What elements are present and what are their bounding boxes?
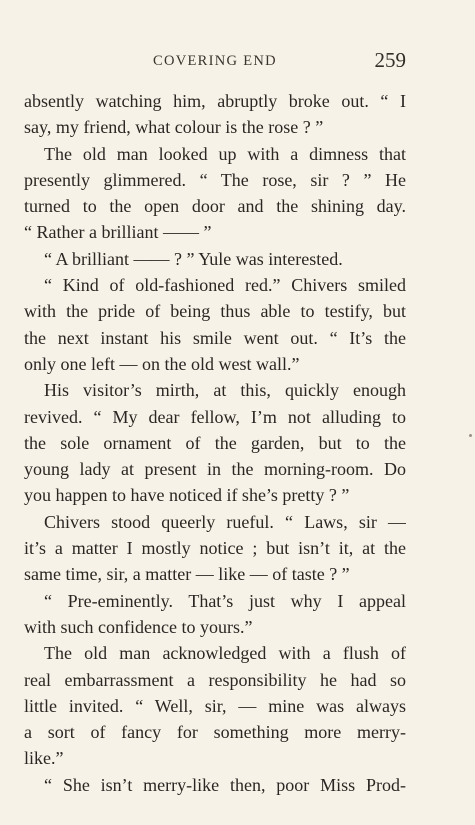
text-line: young lady at present in the morning-room. Do <box>24 459 406 480</box>
text-line: presently glimmered. “ The rose, sir ? ” He <box>24 169 406 190</box>
text-line: the next instant his smile went out. “ It’s the <box>24 327 406 348</box>
text-line: say, my friend, what colour is the rose ? ” <box>24 117 324 138</box>
page-number: 259 <box>374 48 406 72</box>
text-line: only one left — on the old west wall.” <box>24 353 300 374</box>
page-mark <box>469 434 472 437</box>
running-head <box>24 48 406 72</box>
text-line: “ Pre-eminently. That’s just why I appeal <box>44 590 406 611</box>
text-line: like.” <box>24 748 64 769</box>
text-line: “ Rather a brilliant —— ” <box>24 222 212 243</box>
body-text <box>24 88 406 798</box>
text-line: the sole ornament of the garden, but to the <box>24 432 406 453</box>
running-title: COVERING END <box>153 53 277 69</box>
text-line: it’s a matter I mostly notice ; but isn’t it, at the <box>24 538 406 559</box>
text-line: with such confidence to yours.” <box>24 616 253 637</box>
text-line: “ A brilliant —— ? ” Yule was interested. <box>44 248 343 269</box>
text-line: “ She isn’t merry-like then, poor Miss Prod- <box>44 774 406 795</box>
text-line: same time, sir, a matter — like — of taste ? ” <box>24 564 350 585</box>
text-line: real embarrassment a responsibility he had so <box>24 669 406 690</box>
text-line: little invited. “ Well, sir, — mine was always <box>24 695 406 716</box>
text-line: “ Kind of old-fashioned red.” Chivers smiled <box>44 275 406 296</box>
text-line: The old man looked up with a dimness that <box>44 143 406 164</box>
text-line: turned to the open door and the shining day. <box>24 196 406 217</box>
text-line: absently watching him, abruptly broke out. “ I <box>24 91 406 111</box>
text-line: a sort of fancy for something more merry- <box>24 722 406 743</box>
text-line: you happen to have noticed if she’s pretty ? ” <box>24 485 350 506</box>
text-line: with the pride of being thus able to testify, but <box>24 301 406 322</box>
text-line: The old man acknowledged with a flush of <box>44 643 406 664</box>
text-line: revived. “ My dear fellow, I’m not alluding to <box>24 406 406 427</box>
text-line: His visitor’s mirth, at this, quickly enough <box>44 380 406 401</box>
text-line: Chivers stood queerly rueful. “ Laws, sir — <box>44 511 406 532</box>
